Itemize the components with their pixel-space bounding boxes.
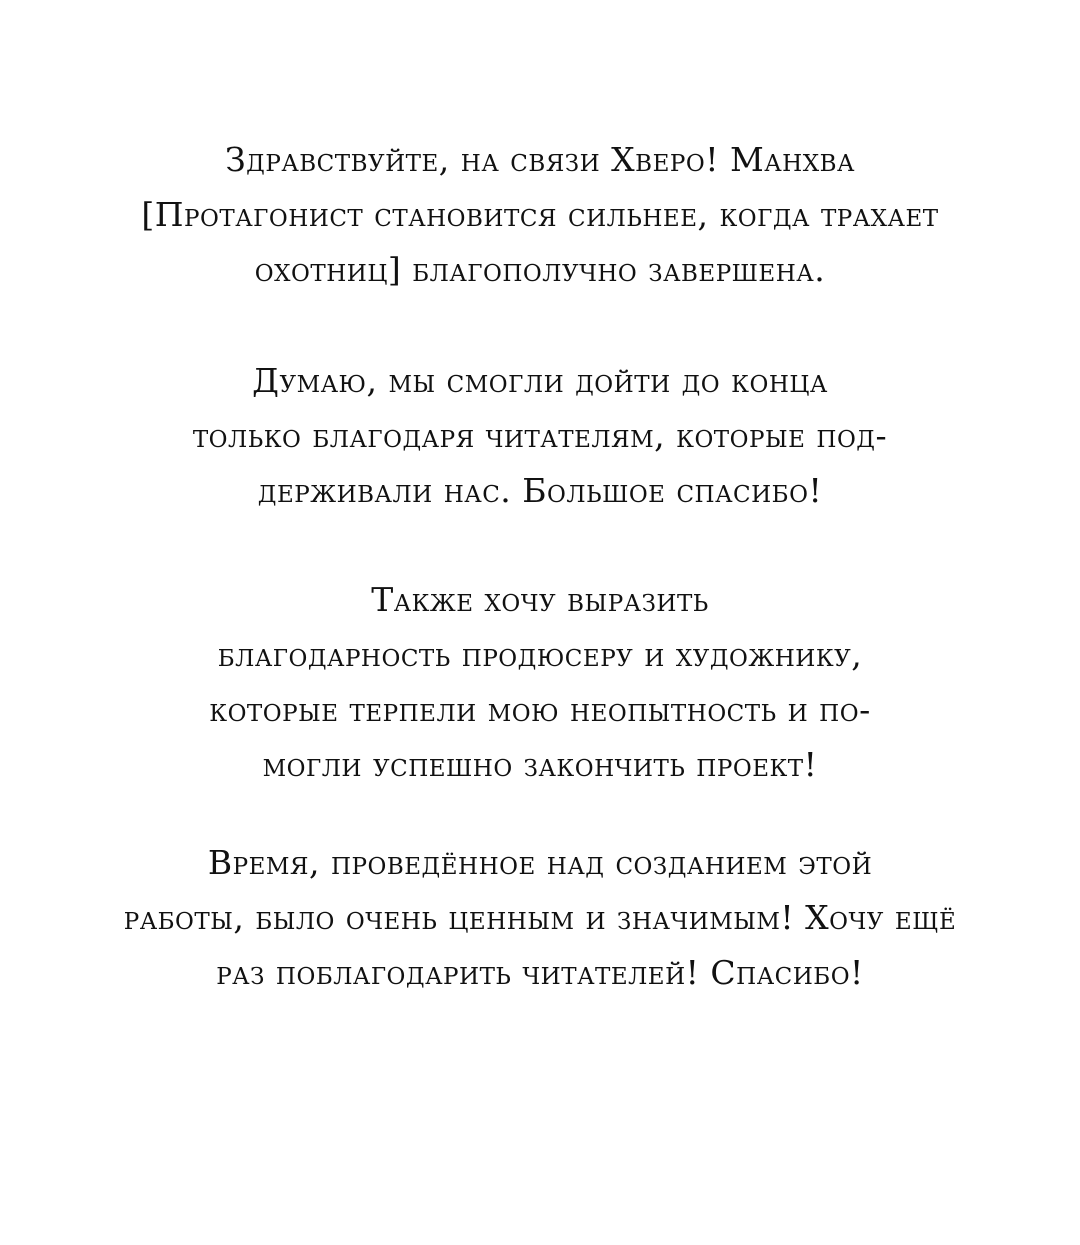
text-line: Время, проведённое над созданием этой	[207, 843, 873, 882]
text-line: только благодаря читателям, которые под-	[192, 416, 888, 455]
paragraph-greeting	[0, 132, 1080, 297]
paragraph-thanks-readers	[0, 353, 1080, 518]
paragraph-closing	[0, 835, 1080, 1000]
text-line: благодарность продюсеру и художнику,	[217, 635, 863, 674]
text-line: могли успешно закончить проект!	[262, 745, 818, 784]
text-line: которые терпели мою неопытность и по-	[209, 690, 871, 729]
paragraph-thanks-team	[0, 572, 1080, 792]
text-line: Здравствуйте, на связи Хверо! Манхва	[225, 140, 855, 179]
text-line: Думаю, мы смогли дойти до конца	[252, 361, 828, 400]
text-line: [Протагонист становится сильнее, когда трахает	[141, 195, 939, 234]
text-line: работы, было очень ценным и значимым! Хочу ещё	[123, 898, 957, 937]
text-line: раз поблагодарить читателей! Спасибо!	[216, 953, 864, 992]
text-line: охотниц] благополучно завершена.	[254, 250, 826, 289]
text-line: держивали нас. Большое спасибо!	[257, 471, 823, 510]
text-line: Также хочу выразить	[371, 580, 709, 619]
